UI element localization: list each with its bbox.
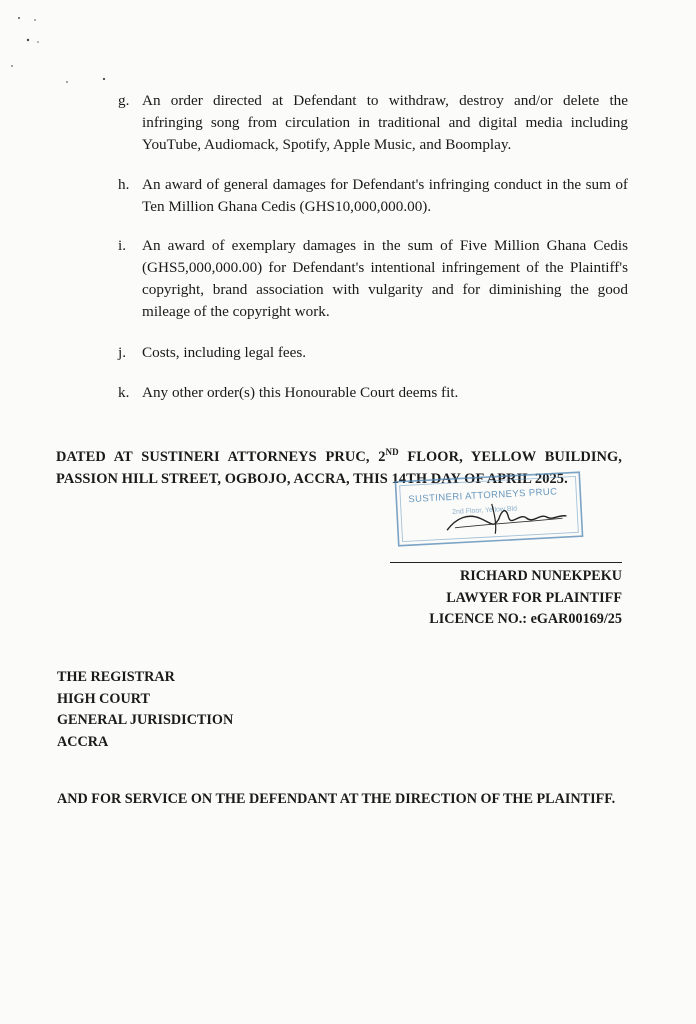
relief-item-k (118, 382, 628, 404)
relief-item-j (118, 342, 628, 364)
lawyer-block (429, 566, 622, 631)
relief-item-i (118, 235, 628, 323)
relief-item-g (118, 90, 628, 156)
stamp-address: 2nd Floor, Yellow Bld (451, 505, 518, 516)
addressee-line: ACCRA (57, 733, 109, 750)
relief-text: An award of exemplary damages in the sum of Five Million Ghana Cedis (GHS5,000,000.00) for Defendant's intentional infringement of the Plaintiff's copyright, brand association with vulgarity and for diminishing the good mileage of the copyright work. (142, 237, 628, 320)
service-clause: AND FOR SERVICE ON THE DEFENDANT AT THE DIRECTION OF THE PLAINTIFF. (57, 791, 616, 807)
relief-letter: g. (118, 92, 130, 109)
dated-part-1: DATED AT SUSTINERI ATTORNEYS PRUC, 2 (56, 449, 386, 465)
stamp-firm-name: SUSTINERI ATTORNEYS PRUC (408, 486, 558, 506)
relief-item-h (118, 174, 628, 218)
relief-letter: i. (118, 237, 127, 254)
relief-text: Costs, including legal fees. (142, 344, 307, 361)
signature-line (390, 562, 622, 563)
addressee-line: THE REGISTRAR (57, 669, 175, 685)
scan-specks (0, 0, 120, 100)
licence-number: LICENCE NO.: eGAR00169/25 (429, 611, 622, 627)
lawyer-name: RICHARD NUNEKPEKU (460, 568, 622, 584)
addressee-line: GENERAL JURISDICTION (57, 712, 234, 728)
relief-letter: k. (118, 384, 130, 401)
relief-text: Any other order(s) this Honourable Court deems fit. (142, 384, 459, 401)
relief-letter: j. (118, 344, 127, 361)
addressee-block (57, 667, 233, 753)
firm-stamp-with-signature (392, 469, 585, 549)
relief-letter: h. (118, 176, 130, 193)
relief-text: An order directed at Defendant to withdraw, destroy and/or delete the infringing song from circulation in traditional and digital media including YouTube, Audiomack, Spotify, Apple Music, and Boomplay. (142, 92, 628, 153)
dated-part-2: FLOOR, YELLOW BUILDING, PASSION HILL STREET, OGBOJO, ACCRA, THIS 14TH DAY OF APRIL 2025. (56, 449, 622, 487)
lawyer-title: LAWYER FOR PLAINTIFF (446, 589, 622, 606)
ordinal-suffix: ND (385, 447, 399, 458)
relief-text: An award of general damages for Defendant's infringing conduct in the sum of Ten Million Ghana Cedis (GHS10,000,000.00). (142, 176, 628, 215)
addressee-line: HIGH COURT (57, 690, 150, 707)
